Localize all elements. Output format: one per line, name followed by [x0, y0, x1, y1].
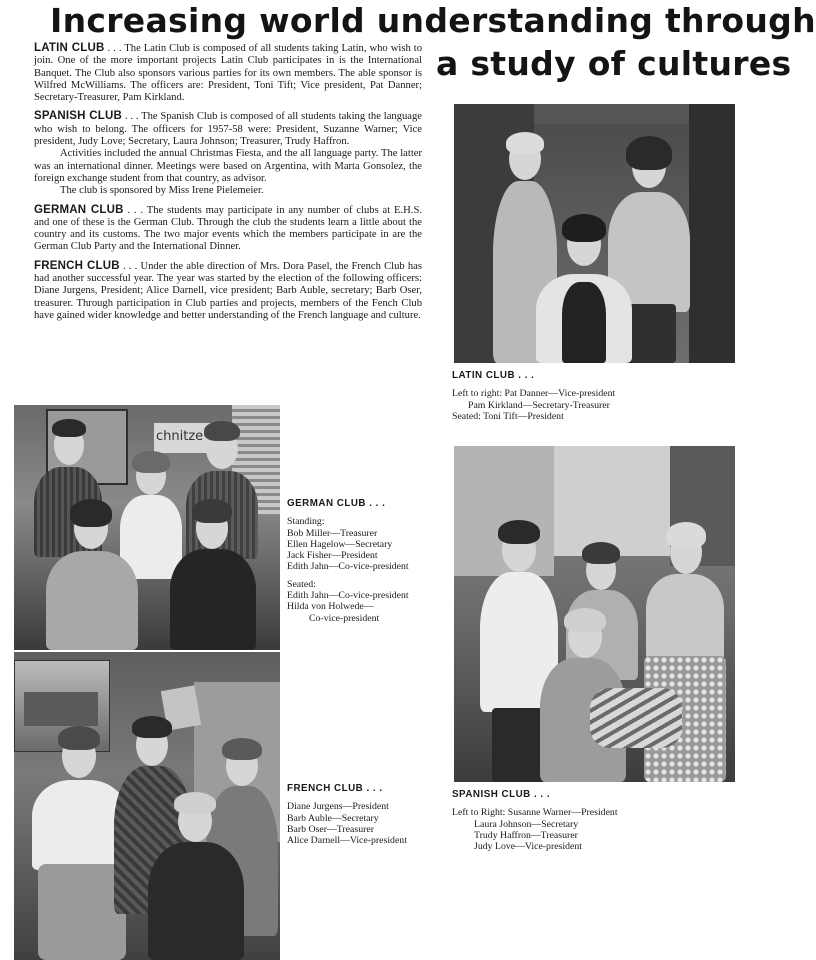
german-club-paragraph [34, 204, 422, 254]
german-club-caption [287, 498, 447, 624]
latin-caption-line: Pam Kirkland—Secretary-Treasurer [468, 399, 610, 411]
person-edith-jahn [44, 497, 140, 650]
french-club-paragraph [34, 260, 422, 322]
german-caption-line: Co-vice-president [309, 612, 380, 624]
spanish-club-heading: SPANISH CLUB [34, 110, 122, 123]
french-caption-line: Alice Darnell—Vice-president [287, 835, 407, 847]
latin-club-paragraph [34, 42, 422, 104]
latin-club-photo [454, 104, 735, 363]
latin-caption-title: LATIN CLUB . . . [452, 370, 535, 381]
french-caption-title: FRENCH CLUB . . . [287, 783, 383, 794]
german-caption-line: Hilda von Holwede— [287, 601, 374, 613]
german-caption-line: Bob Miller—Treasurer [287, 527, 378, 539]
person-toni-tift [534, 212, 634, 363]
french-caption-line: Barb Auble—Secretary [287, 812, 379, 824]
latin-club-caption [452, 370, 742, 422]
spanish-club-text: . . . The Spanish Club is composed of all students taking the language who wish to belong. The officers for 1957-58 were: President, Suzanne Warner; Vice president, Judy Love; Secretary, Laura Johnson; Treasurer, Trudy Haffron. [34, 111, 422, 148]
spanish-club-text-activities: Activities included the annual Christmas Fiesta, and the all language party. The latter was an international dinner. Meetings were based on Argentina, with Marta Gonsolez, the foreign exchange student from that country, as advisor. [34, 148, 422, 184]
german-sign-text: chnitze [156, 429, 204, 444]
spanish-caption-title: SPANISH CLUB . . . [452, 789, 551, 800]
spanish-club-photo [454, 446, 735, 782]
spanish-caption-line: Trudy Haffron—Treasurer [474, 829, 578, 841]
german-caption-line: Edith Jahn—Co-vice-president [287, 561, 409, 573]
latin-caption-line: Seated: Toni Tift—President [452, 410, 564, 422]
club-descriptions [34, 42, 422, 328]
french-club-text: . . . Under the able direction of Mrs. Dora Pasel, the French Club has had another successful year. The year was started by the election of the following officers: Diane Jurgens, President; Alice Darnell, vice president; Barb Auble, secretary; Barb Oser, treasurer. Through participation in Club parties and projects, members of the Fench Club have gained wider knowledge and better understanding of the French language and culture. [34, 260, 423, 321]
german-caption-seated-label: Seated: [287, 578, 316, 590]
latin-club-heading: LATIN CLUB [34, 42, 105, 54]
page-headline-line1: Increasing world understanding through [50, 1, 816, 40]
french-caption-line: Barb Oser—Treasurer [287, 823, 374, 835]
spanish-club-caption [452, 789, 742, 852]
german-caption-title: GERMAN CLUB . . . [287, 498, 386, 509]
german-club-text: . . . The students may participate in any number of clubs at E.H.S. and one of these is the German Club. Through the club the students learn a little about the country and its customs. The two major events which the members participate in are the German Club Party and the International Dinner. [34, 204, 422, 253]
spanish-club-paragraph [34, 110, 422, 197]
spanish-caption-line: Left to Right: Susanne Warner—President [452, 807, 618, 819]
french-caption-line: Diane Jurgens—President [287, 801, 389, 813]
person-hilda-von-holwede [168, 497, 258, 650]
french-club-caption [287, 783, 447, 846]
german-caption-standing-label: Standing: [287, 516, 325, 528]
french-club-heading: FRENCH CLUB [34, 259, 120, 272]
page-headline-line2: a study of cultures [436, 44, 792, 83]
person-alice-darnell [146, 790, 246, 960]
german-club-photo [14, 405, 280, 650]
french-club-photo [14, 652, 280, 960]
german-caption-line: Jack Fisher—President [287, 550, 378, 562]
german-caption-line: Edith Jahn—Co-vice-president [287, 590, 409, 602]
latin-caption-line: Left to right: Pat Danner—Vice-president [452, 388, 616, 400]
spanish-caption-line: Judy Love—Vice-president [474, 841, 582, 853]
spanish-caption-line: Laura Johnson—Secretary [474, 818, 579, 830]
german-caption-line: Ellen Hagelow—Secretary [287, 538, 393, 550]
spanish-club-text-sponsor: The club is sponsored by Miss Irene Pielemeier. [60, 185, 264, 197]
german-club-heading: GERMAN CLUB [34, 203, 124, 216]
latin-club-text: . . . The Latin Club is composed of all students taking Latin, who wish to join. One of the more important projects Latin Club participates in is the International Banquet. The Club also sponsors various parties for its own members. The able sponsor is Wilfred McWilliams. The officers are: President, Toni Tift; Vice president, Pat Danner; Secretary-Treasurer, Pam Kirkland. [34, 43, 422, 104]
person-trudy-haffron [532, 606, 682, 782]
